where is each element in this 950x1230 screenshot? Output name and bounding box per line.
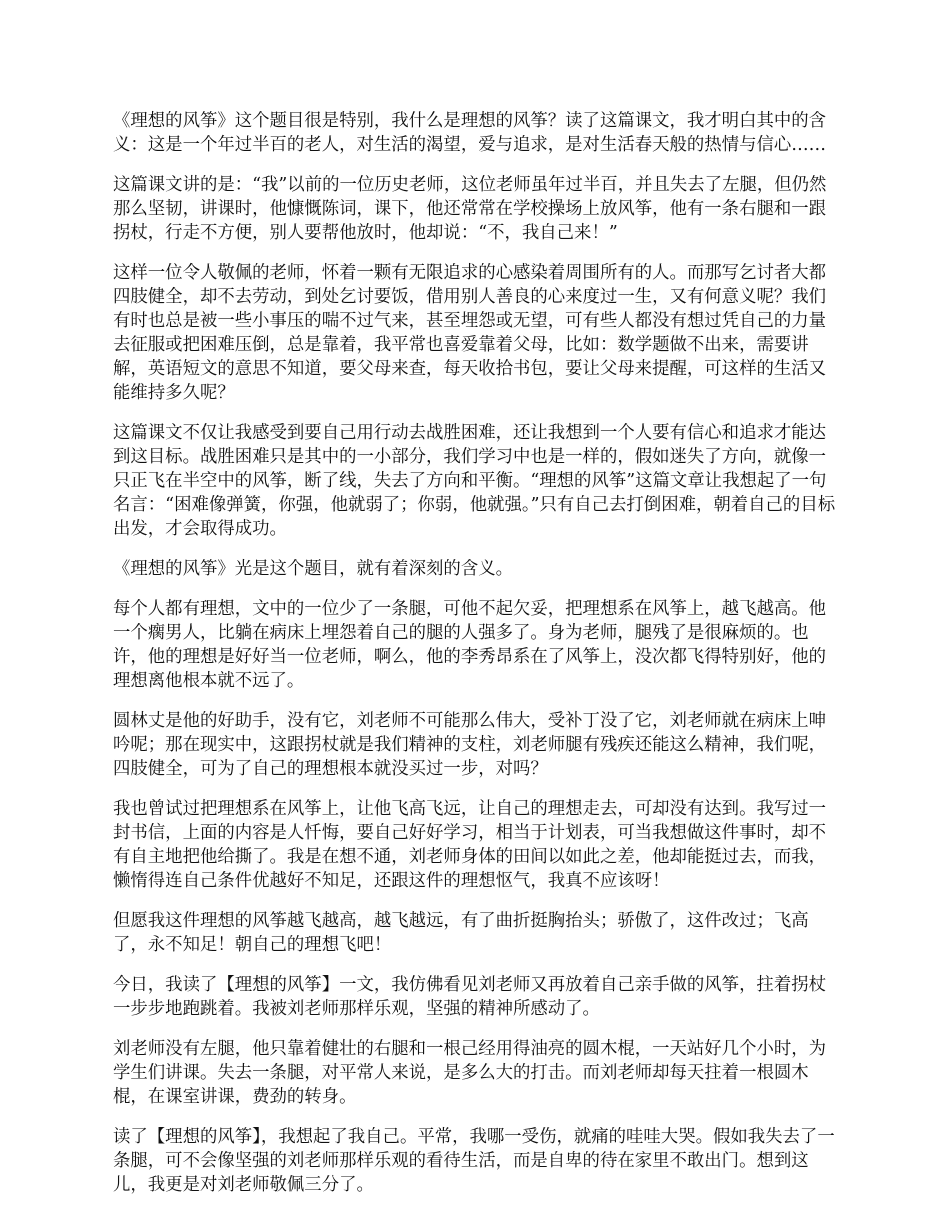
paragraph-9: 但愿我这件理想的风筝越飞越高，越飞越远，有了曲折挺胸抬头；骄傲了，这件改过；飞高了，永不知足！朝自己的理想飞吧！: [113, 911, 809, 955]
paragraph-10: 今日，我读了【理想的风筝】一文，我仿佛看见刘老师又再放着自己亲手做的风筝，拄着拐杖一步步地跑跳着。我被刘老师那样乐观，坚强的精神所感动了。: [113, 975, 827, 1019]
paragraph-2: 这篇课文讲的是：“我”以前的一位历史老师，这位老师虽年过半百，并且失去了左腿，但仍然那么坚韧，讲课时，他慷慨陈词，课下，他还常常在学校操场上放风筝，他有一条右腿和一跟拐杖，行走不方便，别人要帮他放时，他却说：“不，我自己来！”: [113, 175, 827, 243]
paragraph-11: 刘老师没有左腿，他只靠着健壮的右腿和一根己经用得油亮的圆木棍，一天站好几个小时，为学生们讲课。失去一条腿，对平常人来说，是多么大的打击。而刘老师却每天拄着一根圆木棍，在课室讲课，费劲的转身。: [113, 1039, 827, 1107]
paragraph-3: 这样一位令人敬佩的老师，怀着一颗有无限追求的心感染着周围所有的人。而那写乞讨者大都四肢健全，却不去劳动，到处乞讨要饭，借用别人善良的心来度过一生，又有何意义呢？我们有时也总是被一些小事压的喘不过气来，甚至埋怨或无望，可有些人都没有想过凭自己的力量去征服或把困难压倒，总是靠着，我平常也喜爱靠着父母，比如：数学题做不出来，需要讲解，英语短文的意思不知道，要父母来查，每天收拾书包，要让父母来提醒，可这样的生活又能维持多久呢？: [113, 263, 827, 403]
paragraph-6: 每个人都有理想，文中的一位少了一条腿，可他不起欠妥，把理想系在风筝上，越飞越高。他一个瘸男人，比躺在病床上埋怨着自己的腿的人强多了。身为老师，腿残了是很麻烦的。也许，他的理想是好好当一位老师，啊么，他的李秀昂系在了风筝上，没次都飞得特别好，他的理想离他根本就不远了。: [113, 599, 827, 691]
document-body: [113, 109, 840, 1213]
paragraph-1: 《理想的风筝》这个题目很是特别，我什么是理想的风筝？读了这篇课文，我才明白其中的含义：这是一个年过半百的老人，对生活的渴望，爱与追求，是对生活春天般的热情与信心……: [113, 111, 827, 155]
paragraph-7: 圆林丈是他的好助手，没有它，刘老师不可能那么伟大，受补丁没了它，刘老师就在病床上呻吟呢；那在现实中，这跟拐杖就是我们精神的支柱，刘老师腿有残疾还能这么精神，我们呢，四肢健全，可为了自己的理想根本就没买过一步，对吗？: [113, 711, 827, 779]
paragraph-8: 我也曾试过把理想系在风筝上，让他飞高飞远，让自己的理想走去，可却没有达到。我写过一封书信，上面的内容是人忏悔，要自己好好学习，相当于计划表，可当我想做这件事时，却不有自主地把他给撕了。我是在想不通，刘老师身体的田间以如此之差，他却能挺过去，而我，懒惰得连自己条件优越好不知足，还跟这件的理想怄气，我真不应该呀！: [113, 799, 827, 891]
paragraph-5: 《理想的风筝》光是这个题目，就有着深刻的含义。: [113, 559, 513, 579]
paragraph-12: 读了【理想的风筝】，我想起了我自己。平常，我哪一受伤，就痛的哇哇大哭。假如我失去了一条腿，可不会像坚强的刘老师那样乐观的看待生活，而是自卑的待在家里不敢出门。想到这儿，我更是对刘老师敬佩三分了。: [113, 1127, 835, 1195]
paragraph-4: 这篇课文不仅让我感受到要自己用行动去战胜困难，还让我想到一个人要有信心和追求才能达到这目标。战胜困难只是其中的一小部分，我们学习中也是一样的，假如迷失了方向，就像一只正飞在半空中的风筝，断了线，失去了方向和平衡。“理想的风筝”这篇文章让我想起了一句名言：“困难像弹簧，你强，他就弱了；你弱，他就强。”只有自己去打倒困难，朝着自己的目标出发，才会取得成功。: [113, 423, 836, 539]
